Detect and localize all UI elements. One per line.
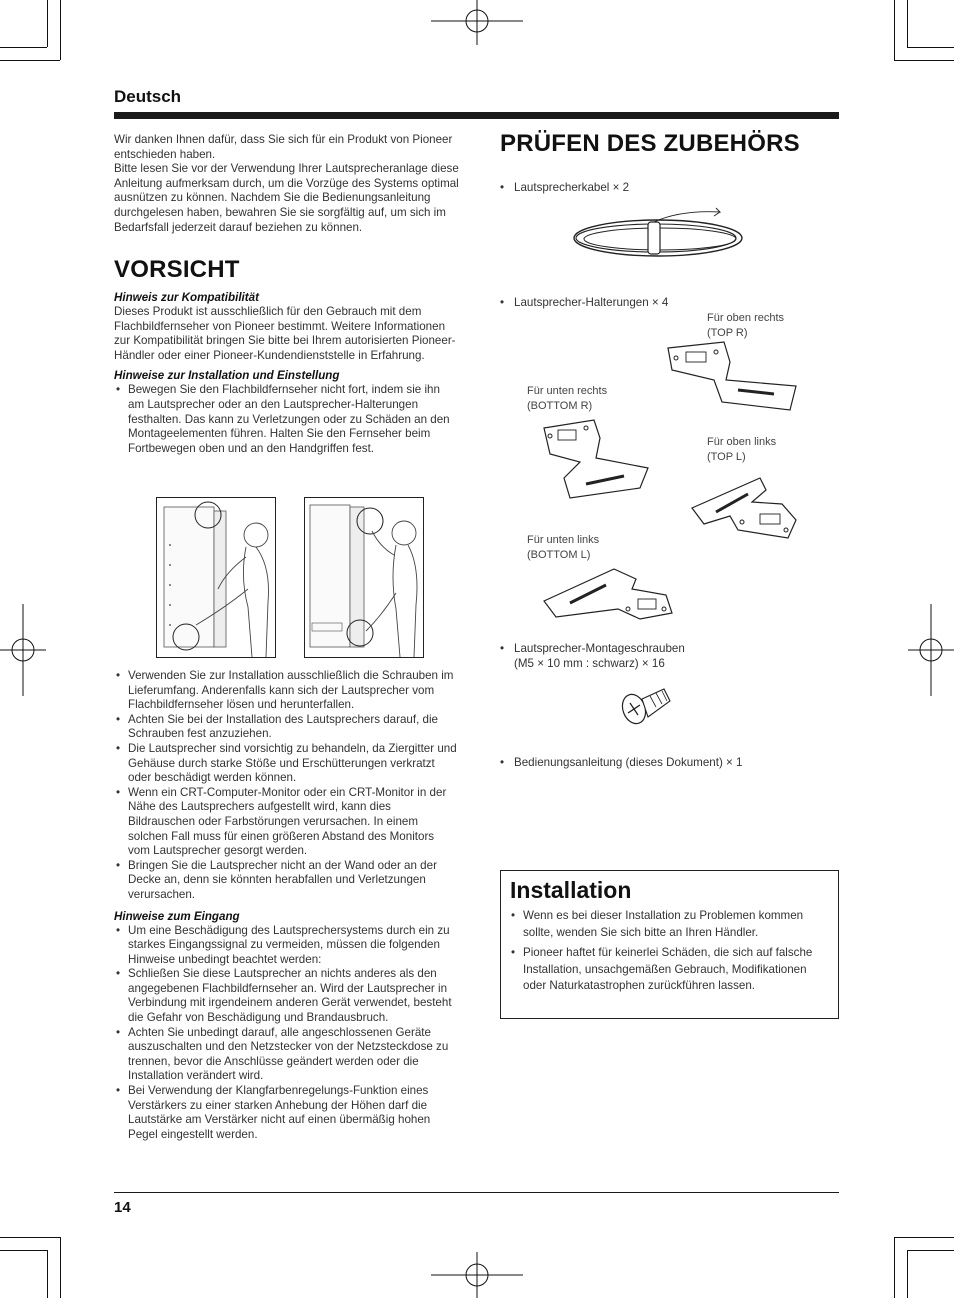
registration-mark-bottom: [431, 1252, 523, 1298]
brackets-label: Lautsprecher-Halterungen × 4: [514, 296, 669, 309]
top-r-label: Für oben rechts (TOP R): [707, 312, 785, 339]
screw-image: [620, 683, 672, 727]
vorsicht-heading: VORSICHT: [114, 256, 240, 283]
list-item: • Um eine Beschädigung des Lautsprechersystems durch ein zu starkes Eingangssignal zu vermeiden, müssen die folgenden Hinweise unbedingt beachtet werden:: [114, 924, 459, 968]
manual-label: Bedienungsanleitung (dieses Dokument) × 1: [514, 756, 743, 769]
bracket-bottom-l-image: [540, 565, 676, 621]
screws-spec: (M5 × 10 mm : schwarz) × 16: [514, 656, 665, 670]
carry-illustration-left: [156, 497, 276, 658]
list-item: • Die Lautsprecher sind vorsichtig zu behandeln, da Ziergitter und Gehäuse durch starke Stöße und Erschütterungen verkratzt oder beschädigt werden können.: [114, 742, 459, 786]
brackets-item: • Lautsprecher-Halterungen × 4: [500, 296, 669, 309]
list-item: • Verwenden Sie zur Installation ausschließlich die Schrauben im Lieferumfang. Anderenfalls kann sich der Lautsprecher vom Flachbildfernseher lösen und herunterfallen.: [114, 669, 459, 713]
install-list-first: [114, 383, 459, 456]
bracket-top-l-image: [690, 472, 800, 542]
carry-illustration-right: [304, 497, 424, 658]
list-item: • Pioneer haftet für keinerlei Schäden, die sich auf falsche Installation, unsachgemäßen Gebrauch, Modifikationen oder Naturkatastrophen zurückführen lassen.: [509, 945, 831, 995]
bracket-bottom-r-image: [540, 418, 652, 500]
speaker-cable-image: [570, 208, 750, 268]
input-heading: Hinweise zum Eingang: [114, 909, 240, 923]
bracket-top-r-image: [664, 340, 800, 414]
bottom-l-label: Für unten links (BOTTOM L): [527, 534, 600, 561]
install-list: [114, 669, 459, 903]
header-rule: [114, 112, 839, 119]
installation-heading: Installation: [510, 877, 632, 903]
language-label: Deutsch: [114, 87, 182, 106]
list-item: • Wenn es bei dieser Installation zu Problemen kommen sollte, wenden Sie sich bitte an Ihren Händler.: [509, 908, 831, 941]
compat-heading: Hinweis zur Kompatibilität: [114, 291, 259, 304]
page-number: 14: [114, 1199, 131, 1216]
bottom-r-label: Für unten rechts (BOTTOM R): [527, 385, 608, 412]
footer-rule: [114, 1192, 839, 1193]
list-item: • Bewegen Sie den Flachbildfernseher nicht fort, indem sie ihn am Lautsprecher oder an den Lautsprecher-Halterungen festhalten. Das kann zu Verletzungen oder zu Schäden an den Montageelementen führen. Halten Sie den Fernseher beim Fortbewegen oben und an den Handgriffen fest.: [114, 383, 459, 456]
registration-mark-right: [908, 604, 954, 696]
list-item: • Wenn ein CRT-Computer-Monitor oder ein CRT-Monitor in der Nähe des Lautsprechers aufgestellt wird, kann dies Bildrauschen oder Farbstörungen verursachen. In einem solchen Fall muss für einen größeren Abstand des Monitors vom Lautsprecher gesorgt werden.: [114, 786, 459, 859]
accessories-heading: PRÜFEN DES ZUBEHÖRS: [500, 130, 800, 157]
top-l-label: Für oben links (TOP L): [707, 436, 777, 463]
registration-mark-left: [0, 604, 48, 696]
vorsicht-section: [114, 256, 459, 284]
list-item: • Schließen Sie diese Lautsprecher an nichts anderes als den angegebenen Flachbildfernseher an. Wird der Lautsprecher in Verbindung mit irgendeinem anderen Gerät verwendet, besteht die Gefahr von Beschädigung und Brandausbruch.: [114, 967, 459, 1025]
list-item: • Bringen Sie die Lautsprecher nicht an der Wand oder an der Decke an, denn sie könnten herabfallen und Verletzungen verursachen.: [114, 859, 459, 903]
cable-item: • Lautsprecherkabel × 2: [500, 181, 630, 194]
cable-label: Lautsprecherkabel × 2: [514, 181, 630, 194]
installation-box: [500, 870, 839, 1019]
list-item: • Achten Sie bei der Installation des Lautsprechers darauf, die Schrauben fest anzuziehen.: [114, 713, 459, 742]
compat-text: Dieses Produkt ist ausschließlich für den Gebrauch mit dem Flachbildfernseher von Pioneer bestimmt. Weitere Informationen zur Kompatibilität bringen Sie bitte bei Ihrem autorisierten Pioneer-Händler oder einer Pioneer-Kundendienststelle in Erfahrung.: [114, 305, 456, 362]
list-item: • Achten Sie unbedingt darauf, alle angeschlossenen Geräte auszuschalten und den Netzstecker von der Netzsteckdose zu trennen, bevor die Anschlüsse geändert werden oder die Installation verändert wird.: [114, 1026, 459, 1084]
installation-list: [509, 908, 831, 999]
list-item: • Bei Verwendung der Klangfarbenregelungs-Funktion eines Verstärkers zu einer starken Anhebung der Höhen darf die Lautstärke am Verstärker nicht auf einen übermäßig hohen Pegel eingestellt werden.: [114, 1084, 459, 1142]
screws-label: Lautsprecher-Montageschrauben: [514, 642, 685, 655]
install-heading: Hinweise zur Installation und Einstellung: [114, 369, 340, 383]
intro-text: Wir danken Ihnen dafür, dass Sie sich für ein Produkt von Pioneer entschieden haben. Bitte lesen Sie vor der Verwendung Ihrer Lautsprecheranlage diese Anleitung aufmerksam durch, um die Vorzüge des Systems optimal ausnützen zu können. Nachdem Sie die Bedienungsanleitung durchgelesen haben, bewahren Sie sie sorgfältig auf, um sich im Bedarfsfall jederzeit darauf beziehen zu können.: [114, 133, 459, 234]
screws-item: • Lautsprecher-Montageschrauben (M5 × 10 mm : schwarz) × 16: [500, 642, 685, 670]
registration-mark-top: [431, 0, 523, 48]
manual-item: • Bedienungsanleitung (dieses Dokument) × 1: [500, 756, 743, 769]
input-list: [114, 924, 459, 1143]
